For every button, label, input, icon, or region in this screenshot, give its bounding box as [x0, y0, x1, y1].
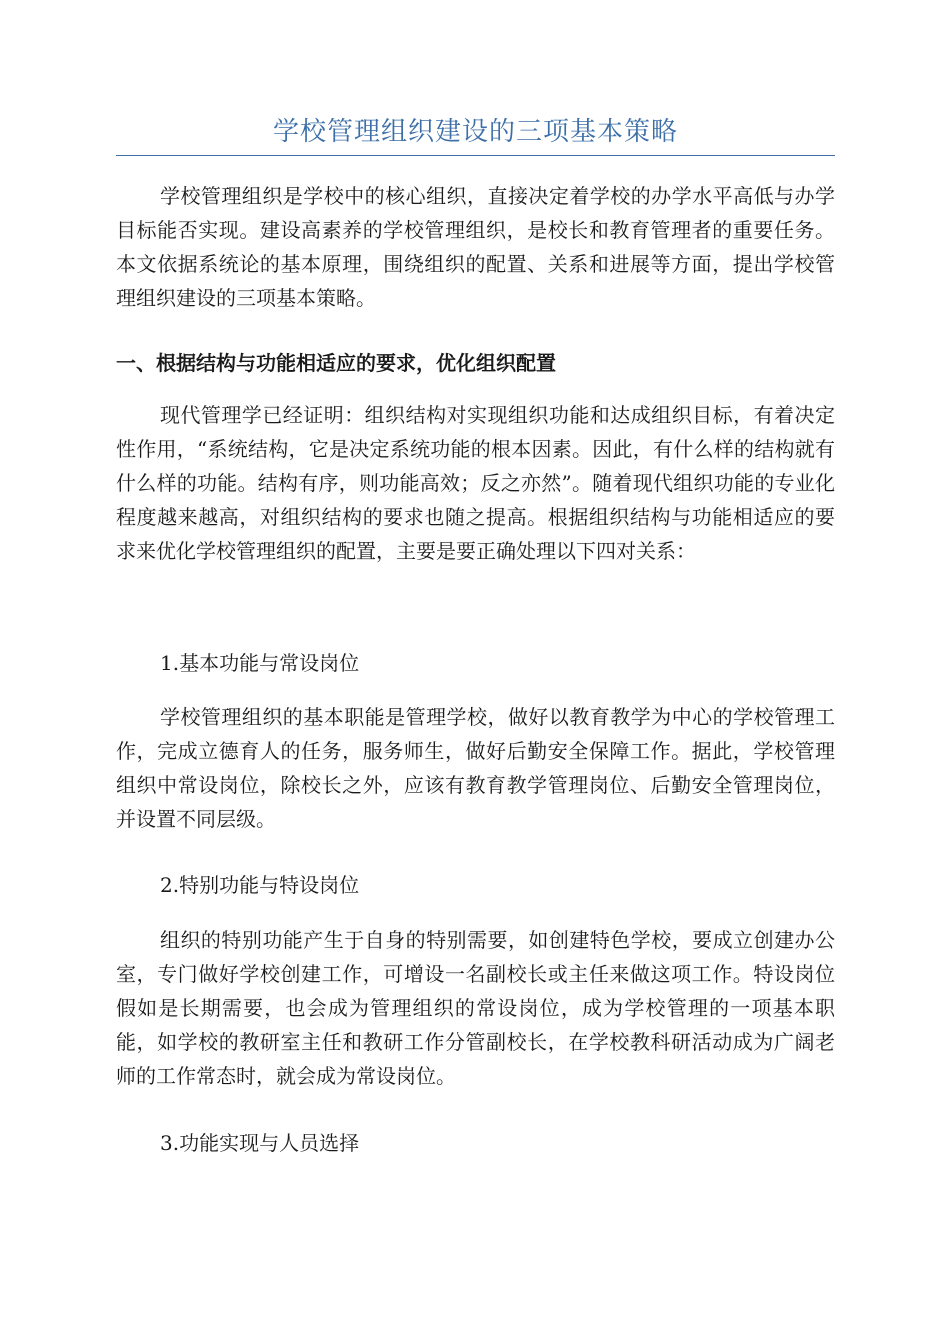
section-1-paragraph: 现代管理学已经证明：组织结构对实现组织功能和达成组织目标，有着决定性作用，“系统结构，它是决定系统功能的根本因素。因此，有什么样的结构就有什么样的功能。结构有序，则功能高效；反之亦然”。随着现代组织功能的专业化程度越来越高，对组织结构的要求也随之提高。根据组织结构与功能相适应的要求来优化学校管理组织的配置，主要是要正确处理以下四对关系： [116, 403, 835, 563]
document-title: 学校管理组织建设的三项基本策略 [272, 117, 678, 147]
subsection-2-paragraph: 组织的特别功能产生于自身的特别需要，如创建特色学校，要成立创建办公室，专门做好学校创建工作，可增设一名副校长或主任来做这项工作。特设岗位假如是长期需要，也会成为管理组织的常设岗位，成为学校管理的一项基本职能，如学校的教研室主任和教研工作分管副校长，在学校教科研活动成为广阔老师的工作常态时，就会成为常设岗位。 [116, 928, 835, 1088]
intro-paragraph: 学校管理组织是学校中的核心组织，直接决定着学校的办学水平高低与办学目标能否实现。建设高素养的学校管理组织，是校长和教育管理者的重要任务。本文依据系统论的基本原理，围绕组织的配置、关系和进展等方面，提出学校管理组织建设的三项基本策略。 [116, 184, 835, 310]
subsection-2-heading: 2.特别功能与特设岗位 [160, 873, 360, 897]
title-underline [116, 155, 835, 156]
subsection-1-heading: 1.基本功能与常设岗位 [160, 651, 360, 675]
section-1-heading: 一、根据结构与功能相适应的要求，优化组织配置 [116, 351, 556, 375]
subsection-3-heading: 3.功能实现与人员选择 [160, 1131, 360, 1155]
subsection-1-paragraph: 学校管理组织的基本职能是管理学校，做好以教育教学为中心的学校管理工作，完成立德育人的任务，服务师生，做好后勤安全保障工作。据此，学校管理组织中常设岗位，除校长之外，应该有教育教学管理岗位、后勤安全管理岗位，并设置不同层级。 [116, 705, 835, 831]
